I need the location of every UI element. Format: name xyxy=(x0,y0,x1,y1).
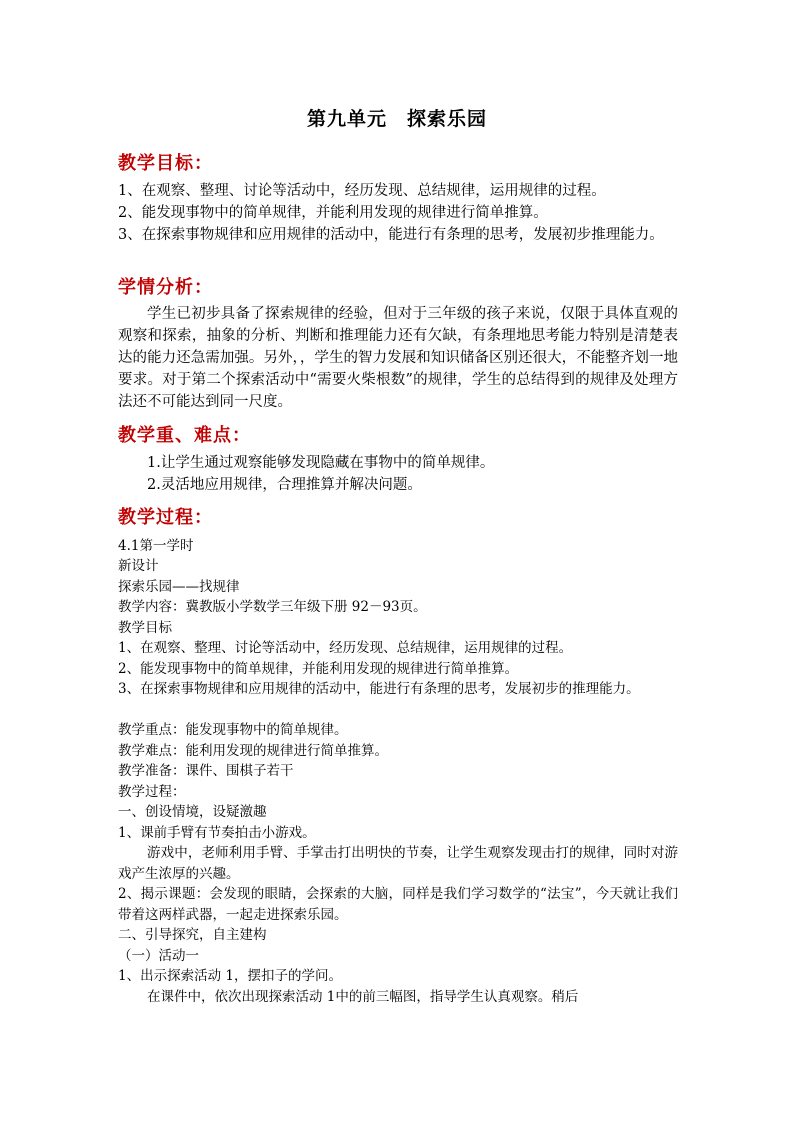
process-line-difficulty: 教学难点：能利用发现的规律进行简单推算。 xyxy=(118,743,388,759)
goal-item-1: 1、在观察、整理、讨论等活动中，经历发现、总结规律，运用规律的过程。 xyxy=(118,183,606,199)
process-line-game: 1、课前手臂有节奏拍击小游戏。 xyxy=(118,825,316,841)
process-line-show-activity: 1、出示探索活动 1，摆扣子的学问。 xyxy=(118,968,342,984)
goal-item-2: 2、能发现事物中的简单规律，并能利用发现的规律进行简单推算。 xyxy=(118,205,548,221)
analysis-paragraph: 学生已初步具备了探索规律的经验，但对于三年级的孩子来说，仅限于具体直观的观察和探索，抽象的分析、判断和推理能力还有欠缺，有条理地思考能力特别是清楚表达的能力还急需加强。另外，，学生的智力发展和知识储备区别还很大，不能整齐划一地要求。对于第二个探索活动中“需要火柴根数”的规律，学生的总结得到的规律及处理方法还不可能达到同一尺度。 xyxy=(118,306,678,410)
process-line-new-design: 新设计 xyxy=(118,558,159,574)
keypoint-item-2: 2.灵活地应用规律，合理推算并解决问题。 xyxy=(147,477,422,493)
goals-heading: 教学目标： xyxy=(118,153,213,174)
keypoint-item-1: 1.让学生通过观察能够发现隐藏在事物中的简单规律。 xyxy=(147,455,495,471)
process-line-goal-1: 1、在观察、整理、讨论等活动中，经历发现、总结规律，运用规律的过程。 xyxy=(118,640,573,656)
keypoints-heading: 教学重、难点： xyxy=(118,425,251,446)
process-line-content: 教学内容：冀教版小学数学三年级下册 92－93页。 xyxy=(118,599,427,615)
process-line-session: 4.1第一学时 xyxy=(118,538,194,554)
process-line-goal-2: 2、能发现事物中的简单规律，并能利用发现的规律进行简单推算。 xyxy=(118,661,519,677)
process-line-key-point: 教学重点：能发现事物中的简单规律。 xyxy=(118,722,348,738)
process-line-preparation: 教学准备：课件、围棋子若干 xyxy=(118,763,294,779)
process-heading: 教学过程： xyxy=(118,507,213,528)
process-line-courseware: 在课件中，依次出现探索活动 1中的前三幅图，指导学生认真观察。稍后 xyxy=(147,989,579,1005)
process-line-step-2: 二、引导探究，自主建构 xyxy=(118,927,267,943)
process-line-goals-label: 教学目标 xyxy=(118,620,172,636)
process-line-reveal-topic: 2、揭示课题：会发现的眼睛，会探索的大脑，同样是我们学习数学的“法宝”，今天就让我们带着这两样武器，一起走进探索乐园。 xyxy=(118,886,678,923)
goal-item-3: 3、在探索事物规律和应用规律的活动中，能进行有条理的思考，发展初步推理能力。 xyxy=(118,227,664,243)
process-line-game-detail: 游戏中，老师利用手臂、手掌击打出明快的节奏，让学生观察发现击打的规律，同时对游戏产生浓厚的兴趣。 xyxy=(118,845,678,882)
process-line-topic: 探索乐园——找规律 xyxy=(118,579,240,595)
process-line-activity-1: （一）活动一 xyxy=(118,948,199,964)
process-line-step-1: 一、创设情境，设疑激趣 xyxy=(118,804,267,820)
analysis-heading: 学情分析： xyxy=(118,277,213,298)
process-line-goal-3: 3、在探索事物规律和应用规律的活动中，能进行有条理的思考，发展初步的推理能力。 xyxy=(118,681,640,697)
process-line-process-label: 教学过程： xyxy=(118,784,186,800)
document-title: 第九单元 探索乐园 xyxy=(306,108,487,130)
